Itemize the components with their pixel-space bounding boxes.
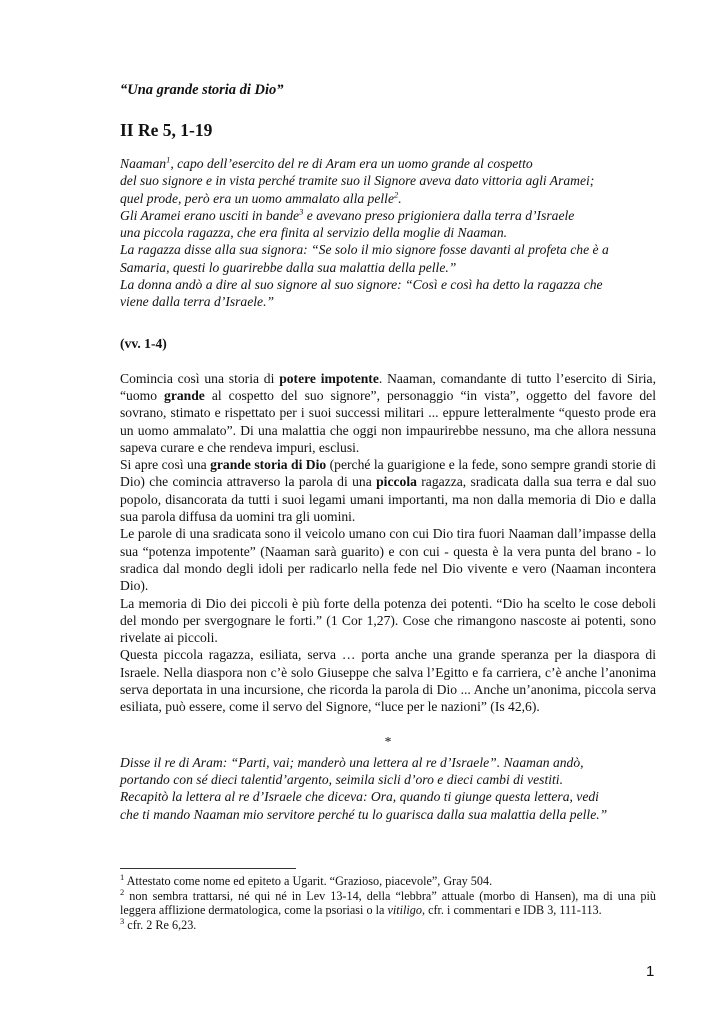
verse-range-label: (vv. 1-4)	[120, 335, 167, 351]
footnote-ref-3[interactable]: 3	[299, 206, 304, 217]
verse-line: La ragazza disse alla sua signora: “Se solo il mio signore fosse davanti al profeta che è a	[120, 242, 609, 258]
verse-line: Samaria, questi lo guarirebbe dalla sua malattia della pelle.”	[120, 259, 457, 275]
verse-line: Disse il re di Aram: “Parti, vai; manderò una lettera al re d’Israele”. Naaman andò,	[120, 754, 584, 770]
footnote-divider	[120, 868, 296, 869]
footnote-2: $^2$ non sembra trattarsi, né qui né in Lev 13-14, della “lebbra” attuale (morbo di Hansen), ma di una più leggera afflizione dermatologica, come la psoriasi o la vitiligo, cfr. i commentari e IDB 3, 111-113.	[120, 886, 656, 917]
footnote-1: $^1$ Attestato come nome ed epiteto a Ugarit. “Grazioso, piacevole”, Gray 504.	[120, 871, 493, 888]
paragraph: Questa piccola ragazza, esiliata, serva … porta anche una grande speranza per la diaspora di Israele. Nella diaspora non c’è solo Giuseppe che salva l’Egitto e fa carriera, c’è anche l’anonima serva deportata in una incursione, che ricorda la parola di Dio ... Anche un’anonima, piccola serva esiliata, può essere, come il servo del Signore, “luce per le nazioni” (Is 42,6).	[120, 647, 656, 715]
section-separator: *	[384, 733, 392, 749]
footnote-ref-2[interactable]: 2	[393, 189, 399, 200]
paragraph: Si apre così una grande storia di Dio (perché la guarigione e la fede, sono sempre grandi storie di Dio) che comincia attraverso la parola di una piccola ragazza, sradicata dalla sua terra e dal suo popolo, disancorata da tutti i suoi legami umani importanti, ma non dalla memoria di Dio e dalla sua parola diffusa da uomini tra gli uomini.	[120, 457, 657, 525]
verse-line: quel prode, però era un uomo ammalato alla pelle$^2$.	[120, 189, 402, 206]
paragraph: La memoria di Dio dei piccoli è più forte della potenza dei potenti. “Dio ha scelto le cose deboli del mondo per svergognare le forti.” (1 Cor 1,27). Cose che rimangono nascoste ai potenti, sono rivelate ai piccoli.	[120, 595, 656, 646]
scripture-passage-1	[120, 155, 656, 311]
commentary	[120, 370, 656, 716]
verse-line: del suo signore e in vista perché tramite suo il Signore aveva dato vittoria agli Aramei;	[120, 173, 595, 189]
verse-line: Gli Aramei erano usciti in bande$^3$ e avevano preso prigioniera dalla terra d’Israele	[120, 206, 575, 223]
verse-line: viene dalla terra d’Israele.”	[120, 294, 275, 310]
paragraph: Comincia così una storia di potere impotente. Naaman, comandante di tutto l’esercito di Siria, “uomo grande al cospetto del suo signore”, personaggio “in vista”, oggetto del favore del sovrano, stimato e rispettato per i suoi successi militari ... eppure letteralmente “questo prode era un uomo ammalato”. Di una malattia che oggi non impaurirebbe nessuno, ma che allora nessuna sapeva curare e che rendeva impuri, esclusi.	[120, 370, 656, 455]
footnotes	[120, 871, 656, 932]
verse-line: Recapitò la lettera al re d’Israele che diceva: Ora, quando ti giunge questa lettera, vedi	[120, 789, 599, 805]
paragraph: Le parole di una sradicata sono il veicolo umano con cui Dio tira fuori Naaman dall’impasse della sua “potenza impotente” (Naaman sarà guarito) e con cui - questa è la vera punta del brano - lo sradica dal mondo degli idoli per radicarlo nella fede nel Dio vivente e vero (Naaman incontera Dio).	[120, 526, 656, 594]
document-body	[120, 82, 656, 823]
scripture-passage-2	[120, 754, 656, 823]
verse-line: La donna andò a dire al suo signore al suo signore: “Così e così ha detto la ragazza che	[120, 277, 603, 293]
verse-line: Naaman$^1$, capo dell’esercito del re di Aram era un uomo grande al cospetto	[120, 154, 533, 171]
header-quote: “Una grande storia di Dio”	[120, 82, 284, 98]
verse-line: portando con sé dieci talentid’argento, seimila sicli d’oro e dieci cambi di vestiti.	[120, 771, 563, 787]
footnote-3: $^3$ cfr. 2 Re 6,23.	[120, 915, 197, 932]
verse-line: una piccola ragazza, che era finita al servizio della moglie di Naaman.	[120, 225, 508, 241]
footnote-ref-1[interactable]: 1	[166, 154, 171, 165]
page-title: II Re 5, 1-19	[120, 120, 213, 140]
verse-line: che ti mando Naaman mio servitore perché tu lo guarisca dalla sua malattia della pelle.”	[120, 806, 608, 822]
page-number: 1	[646, 963, 655, 980]
